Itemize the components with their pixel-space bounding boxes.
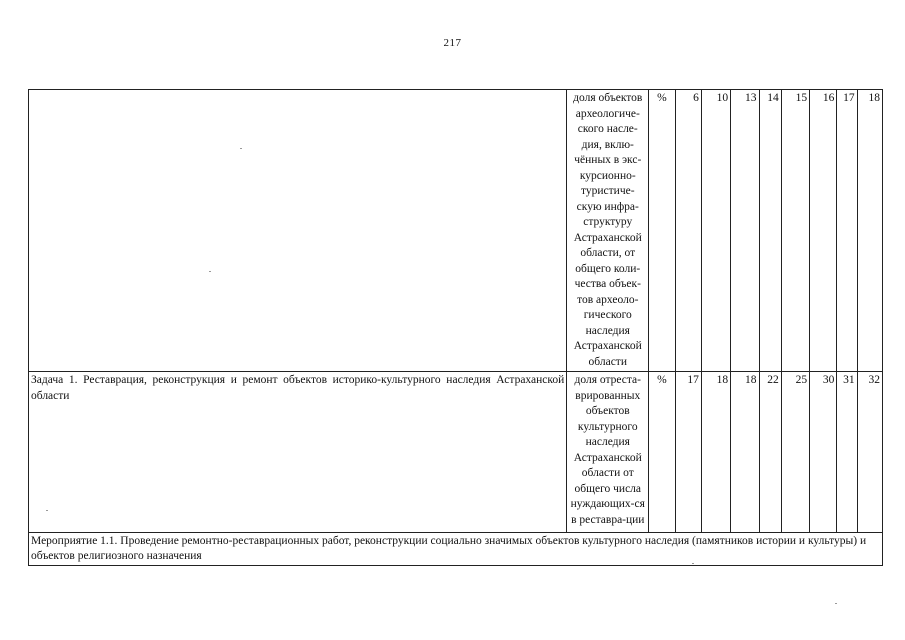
measure-cell: Мероприятие 1.1. Проведение ремонтно-реставрационных работ, реконструкции социально значимых объектов культурного наследия (памятников истории и культуры) и объектов религиозного назначения <box>29 533 883 566</box>
task-cell <box>29 90 567 372</box>
value-cell: 13 <box>731 90 759 372</box>
value-cell: 18 <box>857 90 882 372</box>
scan-speck <box>240 148 242 149</box>
value-cell: 22 <box>759 372 781 533</box>
indicator-cell: доля отреста-врированных объектов культурного наследия Астраханской области от общего числа нуждающих-ся в реставра-ции <box>567 372 649 533</box>
task-cell: Задача 1. Реставрация, реконструкция и ремонт объектов историко-культурного наследия Астраханской области <box>29 372 567 533</box>
value-cell: 17 <box>675 372 701 533</box>
value-cell: 18 <box>731 372 759 533</box>
value-cell: 16 <box>810 90 837 372</box>
scan-speck <box>835 603 837 604</box>
table-row <box>29 372 883 533</box>
scan-speck <box>46 510 48 511</box>
page-number: 217 <box>443 37 462 49</box>
table-row <box>29 90 883 372</box>
scan-speck <box>209 271 211 272</box>
value-cell: 10 <box>701 90 730 372</box>
indicator-cell: доля объектов археологиче-ского насле-дия, вклю-чённых в экс-курсионно-туристиче-скую инфра-структуру Астраханской области, от общего коли-чества объек-тов археоло-гического наследия Астраханской области <box>567 90 649 372</box>
value-cell: 31 <box>837 372 857 533</box>
value-cell: 15 <box>781 90 809 372</box>
value-cell: 14 <box>759 90 781 372</box>
value-cell: 18 <box>701 372 730 533</box>
table-row <box>29 533 883 566</box>
value-cell: 32 <box>857 372 882 533</box>
indicators-table <box>28 89 883 566</box>
value-cell: 17 <box>837 90 857 372</box>
unit-cell: % <box>649 372 675 533</box>
value-cell: 30 <box>810 372 837 533</box>
unit-cell: % <box>649 90 675 372</box>
scan-speck <box>692 563 694 564</box>
value-cell: 25 <box>781 372 809 533</box>
value-cell: 6 <box>675 90 701 372</box>
